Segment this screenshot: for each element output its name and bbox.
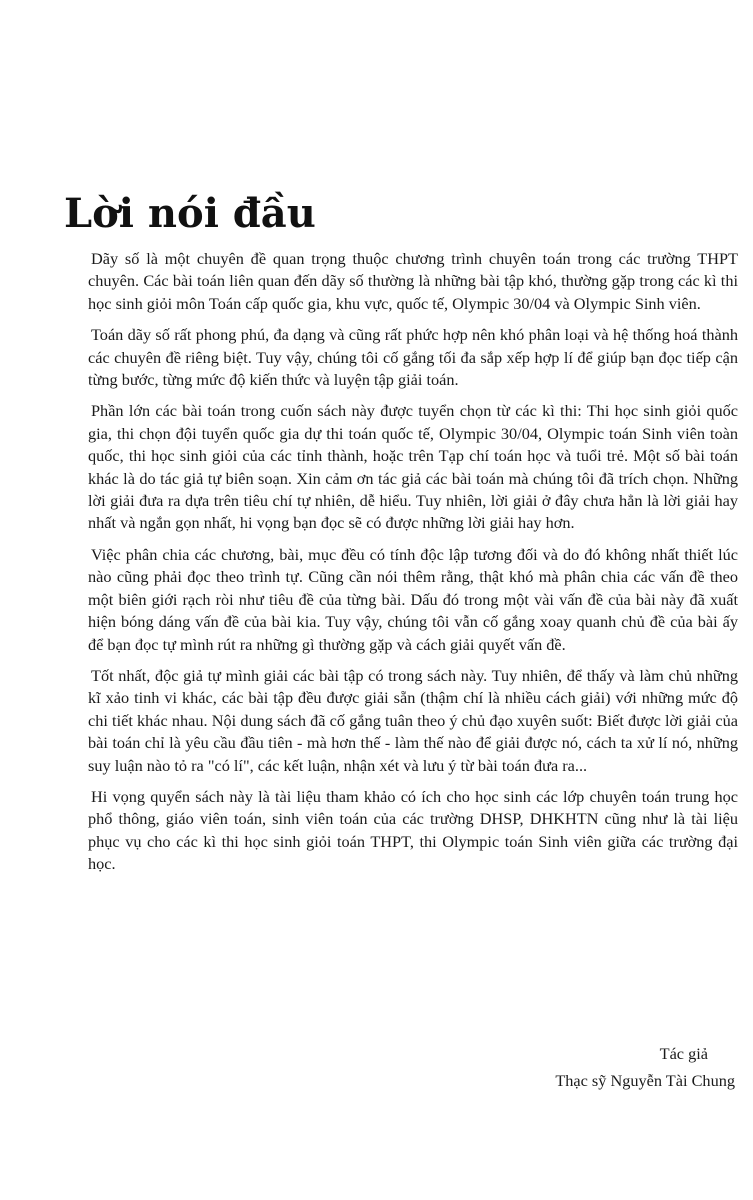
paragraph-3: Phần lớn các bài toán trong cuốn sách này được tuyển chọn từ các kì thi: Thi học sinh giỏi quốc gia, thi chọn đội tuyển quốc gia dự thi toán quốc tế, Olympic 30/04, Olympic toán Sinh viên toàn quốc, thi học sinh giỏi của các tỉnh thành, hoặc trên Tạp chí toán học và tuổi trẻ. Một số bài toán khác là do tác giả tự biên soạn. Xin cảm ơn tác giả các bài toán mà chúng tôi đã trích chọn. Những lời giải đưa ra dựa trên tiêu chí tự nhiên, dễ hiểu. Tuy nhiên, lời giải ở đây chưa hẳn là lời giải hay nhất và ngắn gọn nhất, hi vọng bạn đọc sẽ có được những lời giải hay hơn. [88, 401, 738, 533]
paragraph-6: Hi vọng quyển sách này là tài liệu tham khảo có ích cho học sinh các lớp chuyên toán trung học phổ thông, giáo viên toán, sinh viên toán của các trường DHSP, DHKHTN cũng như là tài liệu phục vụ cho các kì thi học sinh giỏi toán THPT, thi Olympic toán Sinh viên giữa các trường đại học. [88, 786, 738, 874]
page-title: Lời nói đầu [64, 190, 316, 237]
author-role: Tác giả [659, 1044, 708, 1063]
paragraph-2: Toán dãy số rất phong phú, đa dạng và cũng rất phức hợp nên khó phân loại và hệ thống hoá thành các chuyên đề riêng biệt. Tuy vậy, chúng tôi cố gắng tối đa sắp xếp hợp lí để giúp bạn đọc tiếp cận từng bước, từng mức độ kiến thức và luyện tập giải toán. [88, 325, 738, 390]
preface-body [88, 248, 738, 885]
paragraph-5: Tốt nhất, độc giả tự mình giải các bài tập có trong sách này. Tuy nhiên, để thấy và làm chủ những kĩ xảo tinh vi khác, các bài tập đều được giải sẵn (thậm chí là nhiều cách giải) với những mức độ chi tiết khác nhau. Nội dung sách đã cố gắng tuân theo ý chủ đạo xuyên suốt: Biết được lời giải của bài toán chỉ là yêu cầu đầu tiên - mà hơn thế - làm thế nào để giải được nó, cách ta xử lí nó, những suy luận nào tỏ ra "có lí", các kết luận, nhận xét và lưu ý từ bài toán đưa ra... [88, 665, 738, 775]
paragraph-4: Việc phân chia các chương, bài, mục đều có tính độc lập tương đối và do đó không nhất thiết lúc nào cũng phải đọc theo trình tự. Cũng cần nói thêm rằng, thật khó mà phân chia các vấn đề theo một biên giới rạch ròi như tiêu đề của từng bài. Dấu đó trong một vài vấn đề của bài này đã xuất hiện bóng dáng vấn đề của bài kia. Tuy vậy, chúng tôi vẫn cố gắng xoay quanh chủ đề của bài ấy để bạn đọc tự mình rút ra những gì thường gặp và cách giải quyết vấn đề. [88, 544, 738, 654]
signature-block [555, 1040, 735, 1094]
paragraph-1: Dãy số là một chuyên đề quan trọng thuộc chương trình chuyên toán trong các trường THPT chuyên. Các bài toán liên quan đến dãy số thường là những bài tập khó, thường gặp trong các kì thi học sinh giỏi môn Toán cấp quốc gia, khu vực, quốc tế, Olympic 30/04 và Olympic Sinh viên. [88, 249, 738, 313]
author-name: Thạc sỹ Nguyễn Tài Chung [555, 1071, 735, 1090]
